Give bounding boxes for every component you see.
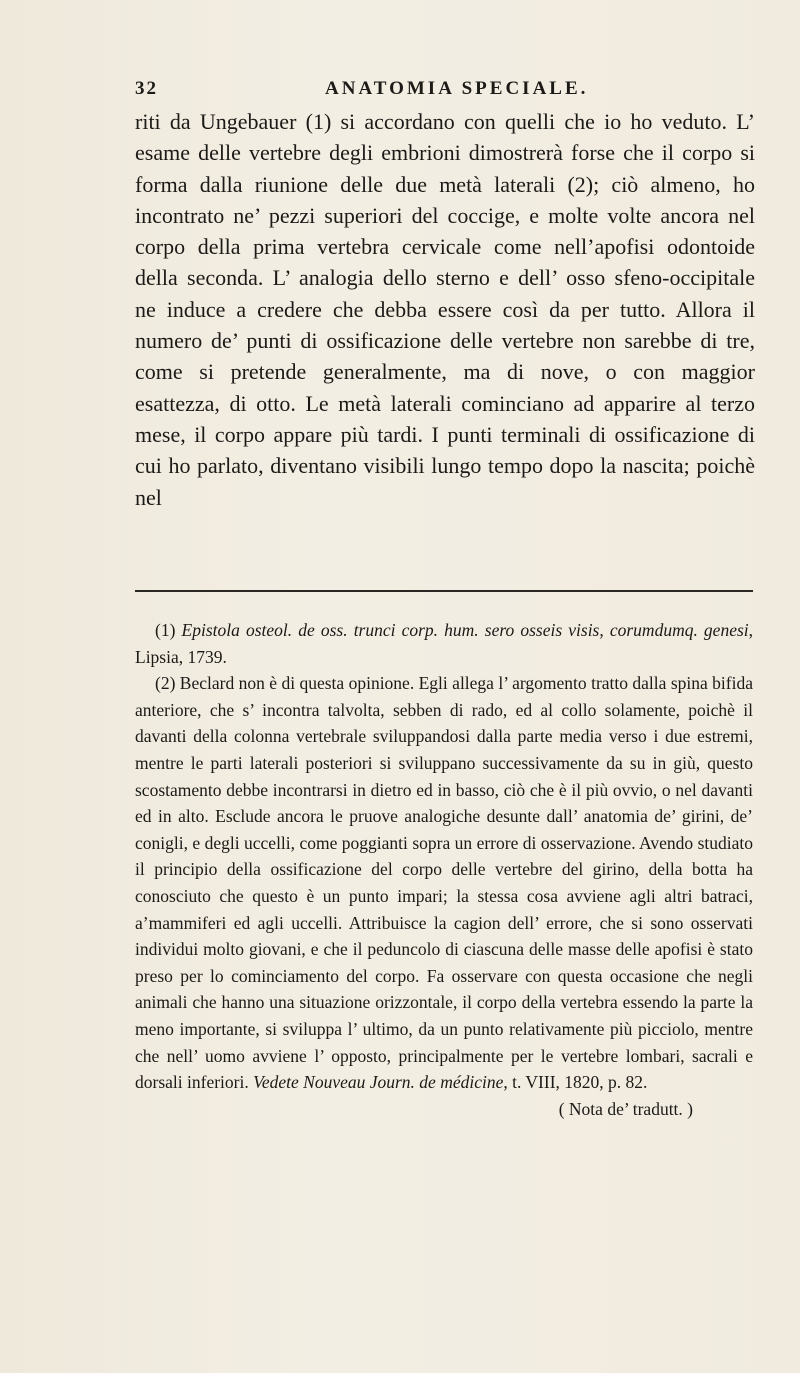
footnote-divider (135, 590, 753, 592)
footnote-1 (135, 617, 753, 670)
footnote-2-text: (2) Beclard non è di questa opinione. Egli allega l’ argomento tratto dalla spina bifida anteriore, che s’ incontra talvolta, sebben di rado, ed al collo solamente, poichè il davanti della colonna vertebrale sviluppandosi dalla parte media verso i due estremi, mentre le parti laterali posteriori si sviluppano successivamente da su in giù, questo scostamento debbe incontrarsi in dietro ed in basso, ciò che è il più ovvio, o nel davanti ed in alto. Esclude ancora le pruove analogiche desunte dall’ anatomia de’ girini, de’ conigli, e degli uccelli, come poggianti sopra un errore di osservazione. Avendo studiato il principio della ossificazione del corpo delle vertebre del girino, della botta ha conosciuto che questo è un punto impari; la stessa cosa avviene agli altri batraci, a’mammiferi ed agli uccelli. Attribuisce la cagion dell’ errore, che si sono osservati individui molto giovani, e che il peduncolo di ciascuna delle masse delle apofisi è stato preso per lo cominciamento del corpo. Fa osservare con questa occasione che negli animali che hanno una situazione orizzontale, il corpo della vertebra essendo la parte la meno importante, si sviluppa l’ ultimo, da un punto relativamente più picciolo, mentre che nell’ uomo avviene l’ opposto, principalmente per le vertebre lombari, sacrali e dorsali inferiori. (135, 673, 753, 1093)
footnote-1-title: Epistola osteol. de oss. trunci corp. hum. sero osseis visis, corumdumq. genesi (181, 620, 749, 640)
page-header (135, 78, 755, 108)
footnote-1-marker: (1) (155, 620, 176, 640)
footnote-1-rest: , Lipsia, 1739. (135, 620, 754, 667)
footnote-2-ref-prefix: Vedete (253, 1072, 299, 1093)
footnote-2-ref-title: Nouveau Journ. de médicine (303, 1072, 504, 1093)
running-head: ANATOMIA SPECIALE. (325, 78, 589, 99)
main-paragraph: riti da Ungebauer (1) si accordano con quelli che io ho veduto. L’ esame delle vertebre degli embrioni dimostrerà forse che il corpo si forma dalla riunione delle due metà laterali (2); ciò almeno, ho incontrato ne’ pezzi superiori del coccige, e molte volte ancora nel corpo della prima vertebra cervicale come nell’apofisi odontoide della seconda. L’ analogia dello sterno e dell’ osso sfeno-occipitale ne induce a credere che debba essere così da per tutto. Allora il numero de’ punti di ossificazione delle vertebre non sarebbe di tre, come si pretende generalmente, ma di nove, o con maggior esattezza, di otto. Le metà laterali cominciano ad apparire al terzo mese, il corpo appare più tardi. I punti terminali di ossificazione di cui ho parlato, diventano visibili lungo tempo dopo la nascita; poichè nel (135, 109, 755, 510)
footnote-2 (135, 670, 753, 1122)
footnote-2-ref-rest: , t. VIII, 1820, p. 82. (503, 1072, 648, 1093)
footnotes (135, 617, 753, 1122)
translator-note: ( Nota de’ tradutt. ) (558, 1098, 693, 1119)
page-number: 32 (135, 78, 158, 99)
